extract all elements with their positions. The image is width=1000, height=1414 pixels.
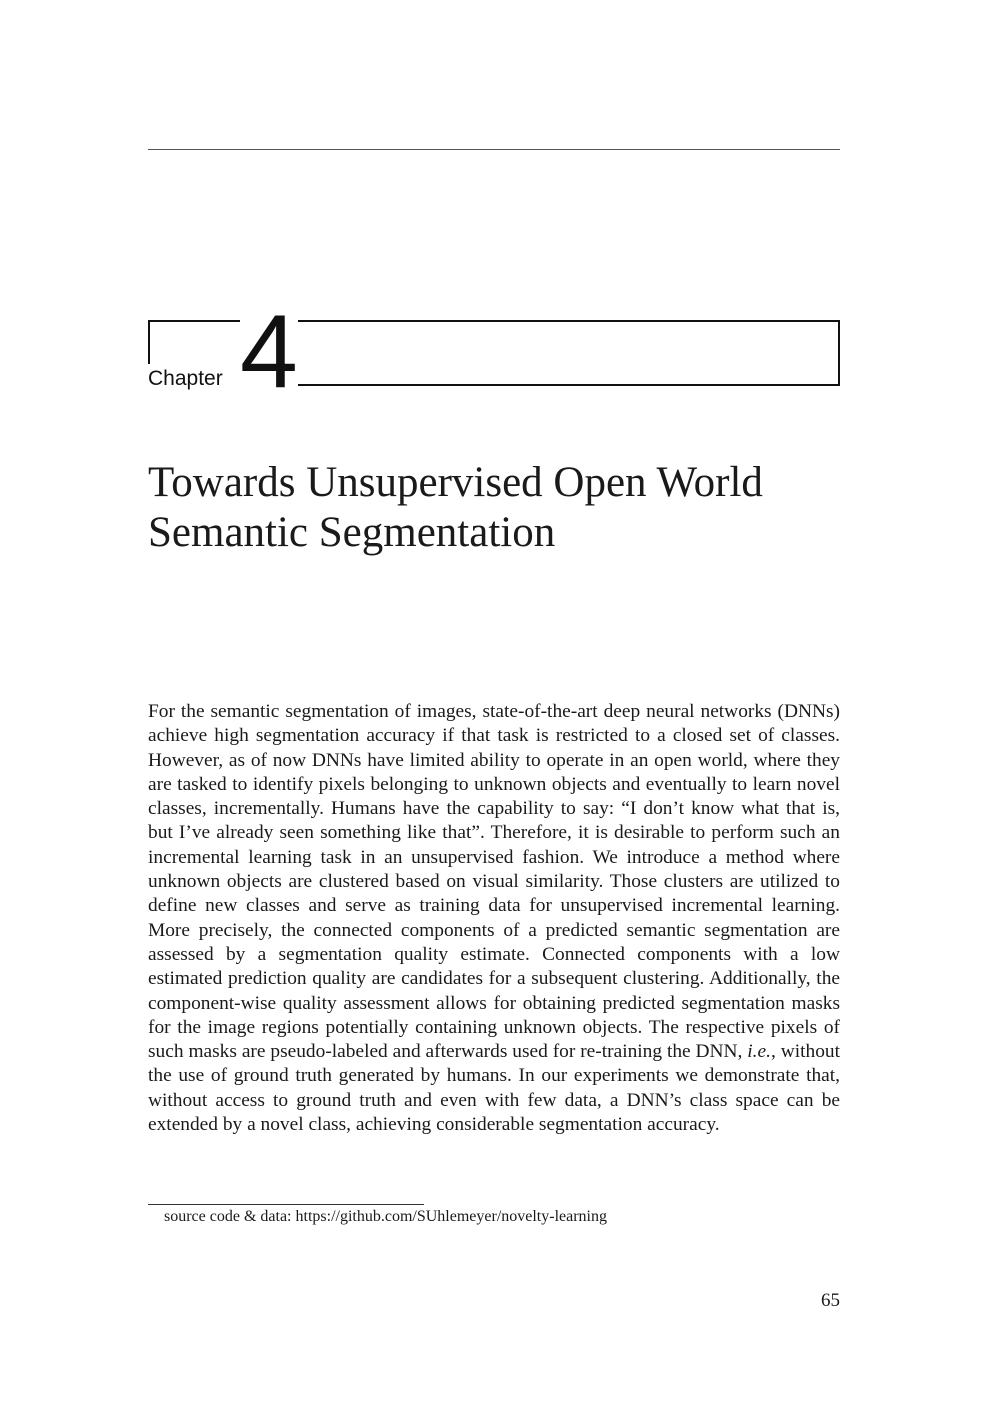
- chapter-label: Chapter: [148, 367, 223, 390]
- chapter-title: [148, 458, 840, 558]
- chapter-frame-bottom: [298, 384, 840, 386]
- chapter-title-line-2: Semantic Segmentation: [148, 509, 556, 556]
- chapter-frame-right-side: [838, 320, 840, 386]
- chapter-frame-left-top: [148, 320, 240, 322]
- abstract-paragraph: [148, 700, 840, 1137]
- abstract-text-part-2: , without the use of ground truth generated by humans. In our experiments we demonstrate that, without access to ground truth and even with few data, a DNN’s class space can be extended by a novel class, achieving considerable segmentation accuracy.: [148, 1041, 840, 1136]
- footnote-rule: [148, 1204, 424, 1205]
- chapter-frame-left-side: [148, 320, 150, 364]
- header-rule: [148, 149, 840, 150]
- chapter-title-line-1: Towards Unsupervised Open World: [148, 459, 763, 506]
- abstract-italic-ie: i.e.: [747, 1041, 771, 1063]
- chapter-frame-right-top: [298, 320, 840, 322]
- chapter-number: 4: [240, 294, 298, 410]
- page-number: 65: [821, 1290, 840, 1311]
- abstract-text-part-1: For the semantic segmentation of images, state-of-the-art deep neural networks (DNNs) achieve high segmentation accuracy if that task is restricted to a closed set of classes. However, as of now DNNs have limited ability to operate in an open world, where they are tasked to identify pixels belonging to unknown objects and eventually to learn novel classes, incrementally. Humans have the capability to say: “I don’t know what that is, but I’ve already seen something like that”. Therefore, it is desirable to perform such an incremental learning task in an unsupervised fashion. We introduce a method where unknown objects are clustered based on visual similarity. Those clusters are utilized to define new classes and serve as training data for unsupervised incremental learning. More precisely, the connected components of a predicted semantic segmentation are assessed by a segmentation quality estimate. Connected components with a low estimated prediction quality are candidates for a subsequent clustering. Additionally, the component-wise quality assessment allows for obtaining predicted segmentation masks for the image regions potentially containing unknown objects. The respective pixels of such masks are pseudo-labeled and afterwards used for re-training the DNN,: [148, 701, 840, 1063]
- footnote: source code & data: https://github.com/SUhlemeyer/novelty-learning: [164, 1208, 607, 1225]
